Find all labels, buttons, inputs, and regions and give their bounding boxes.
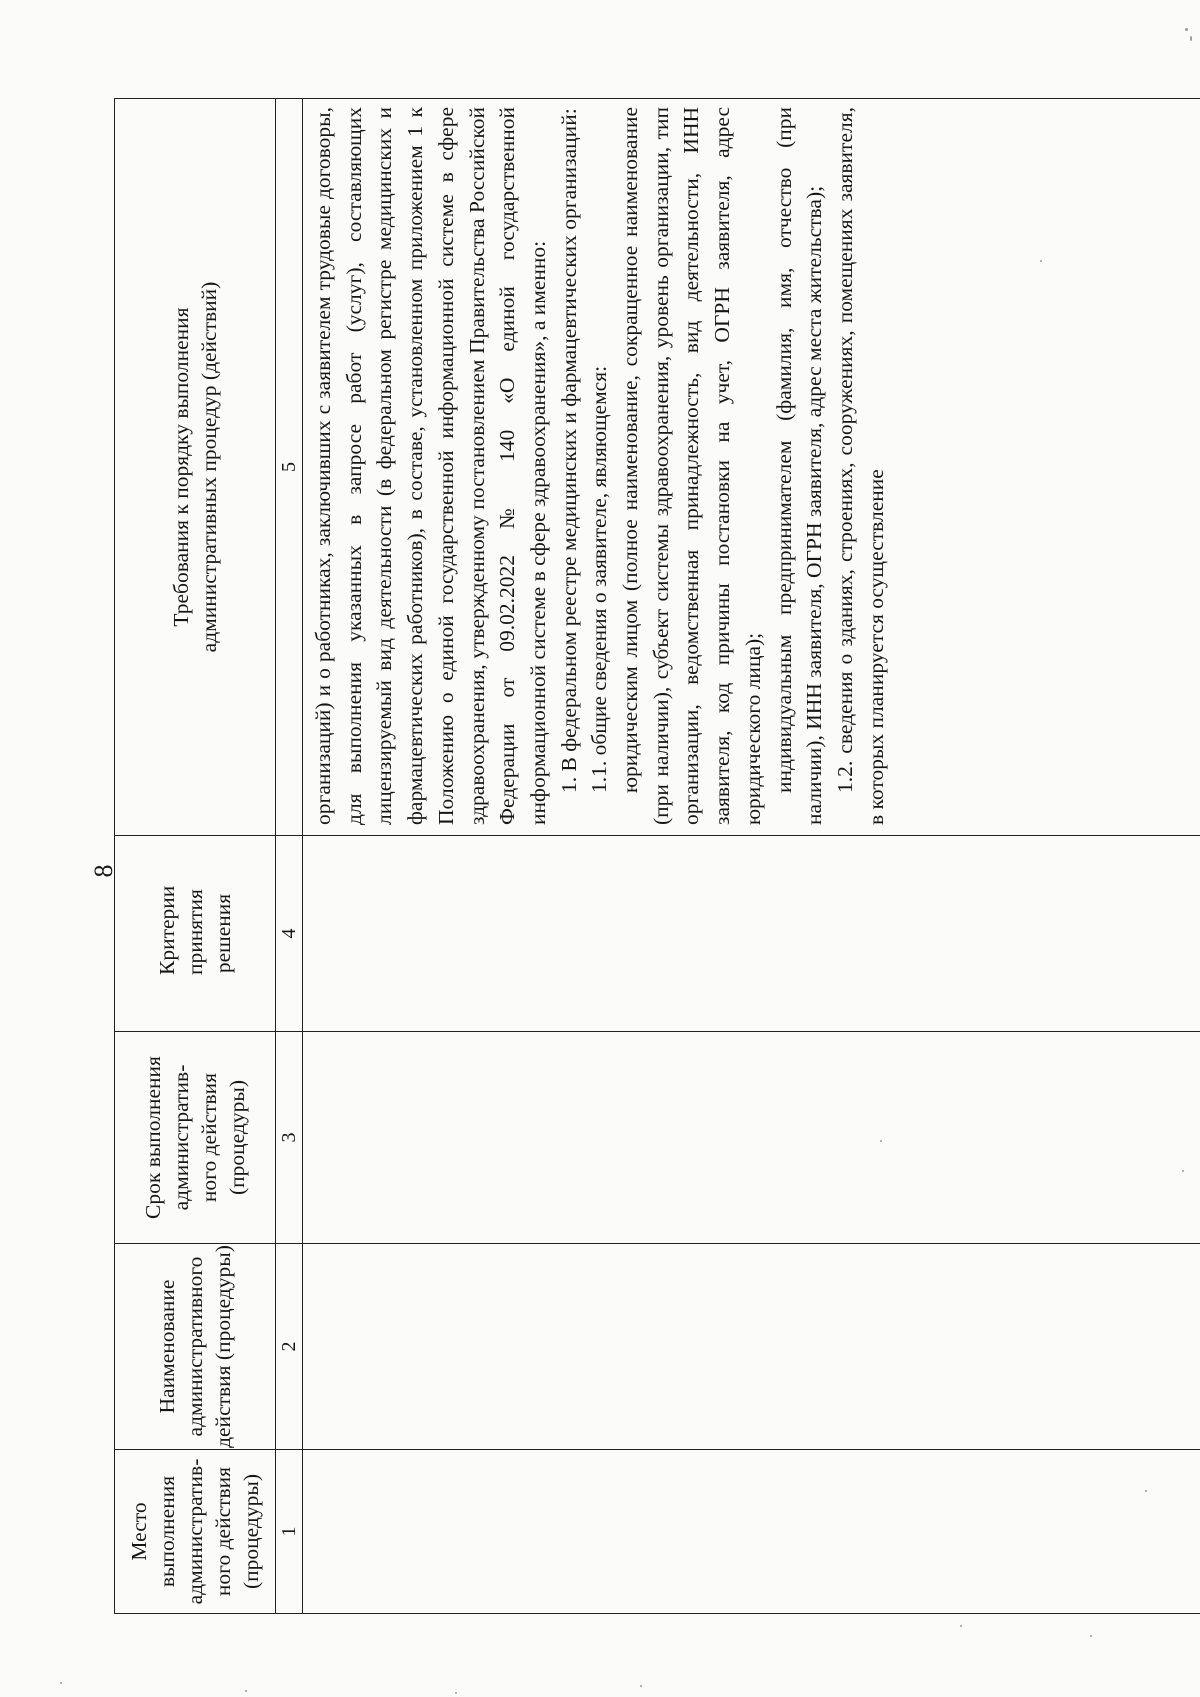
column-number: 2 <box>276 1244 303 1450</box>
column-number: 3 <box>276 1032 303 1244</box>
column-header: Требования к порядку выполнения административных процедур (действий) <box>115 99 276 836</box>
table-cell-empty <box>303 836 1200 1032</box>
column-number: 4 <box>276 836 303 1032</box>
table-cell-empty <box>303 1032 1200 1244</box>
column-header: Место выполнения административ-ного действия (процедуры) <box>115 1450 276 1614</box>
table-cell-empty <box>303 1450 1200 1614</box>
scan-speck <box>640 1685 642 1687</box>
column-header: Срок выполнения административ-ного действия (процедуры) <box>115 1032 276 1244</box>
scan-speck <box>960 1625 962 1627</box>
scan-speck <box>1090 1635 1092 1637</box>
column-number: 1 <box>276 1450 303 1614</box>
column-number: 5 <box>276 99 303 836</box>
table-cell-empty <box>303 1244 1200 1450</box>
column-number-row <box>276 99 303 1614</box>
page-number: 8 <box>89 864 118 878</box>
table-header-row <box>115 99 276 1614</box>
requirements-cell <box>303 99 1200 836</box>
requirements-paragraph: организаций) и о работниках, заключивших с заявителем трудовые договоры, для выполнения указанных в запросе работ (услуг), составляющих лицензируемый вид деятельности (в федеральном регистре медицинских и фармацевтических работников), в составе, установленном приложением 1 к Положению о единой государственной информационной системе в сфере здравоохранения, утвержденному постановлением Правительства Российской Федерации от 09.02.2022 № 140 «О единой государственной информационной системе в сфере здравоохранения», а именно: <box>311 107 550 825</box>
requirements-paragraph: 1.2. сведения о зданиях, строениях, сооружениях, помещениях заявителя, в которых планируется осуществление <box>832 107 888 825</box>
admin-procedures-table <box>114 98 1200 1614</box>
rotated-page-content <box>114 99 1200 1614</box>
scan-speck <box>455 1692 457 1694</box>
requirements-paragraph: 1. В федеральном реестре медицинских и фармацевтических организаций: <box>556 108 581 793</box>
requirements-paragraph: юридическим лицом (полное наименование, сокращенное наименование (при наличии), субъект системы здравоохранения, уровень организации, тип организации, ведомственная принадлежность, вид деятельности, ИНН заявителя, код причины постановки на учет, ОГРН заявителя, адрес юридического лица); <box>618 107 765 825</box>
column-header: Критерии принятия решения <box>115 836 276 1032</box>
requirements-paragraph: индивидуальным предпринимателем (фамилия, имя, отчество (при наличии), ИНН заявителя, ОГРН заявителя, адрес места жительства); <box>771 107 827 825</box>
table-body-row <box>303 99 1200 1614</box>
scan-speck <box>1185 28 1188 31</box>
scan-speck <box>1190 36 1192 41</box>
scan-speck <box>245 1690 247 1692</box>
column-header: Наименование административного действия (процедуры) <box>115 1244 276 1450</box>
scan-speck <box>60 1682 62 1684</box>
requirements-paragraph: 1.1. общие сведения о заявителе, являющемся: <box>587 365 612 793</box>
